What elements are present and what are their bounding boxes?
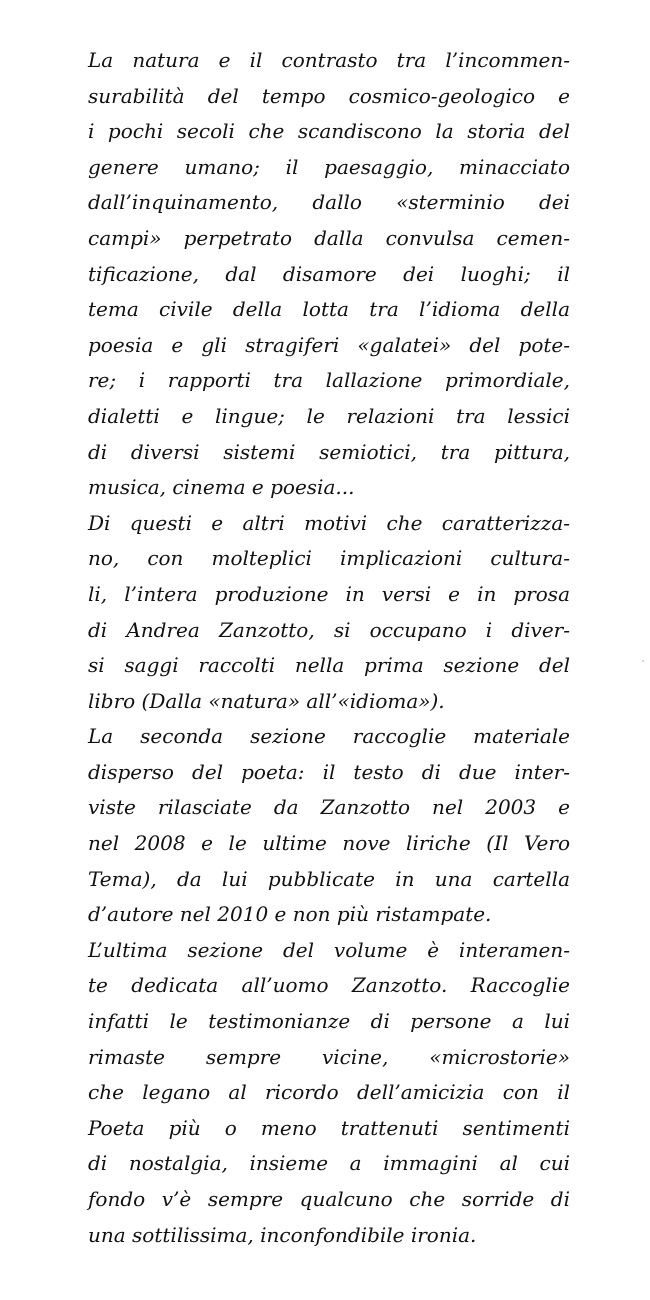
text-line: no, con molteplici implicazioni cultura- [88,546,570,571]
text-line: di nostalgia, insieme a immagini al cui [88,1151,570,1176]
text-line: li, l’intera produzione in versi e in prosa [88,581,570,606]
text-line: La natura e il contrasto tra l’incommen- [88,48,570,72]
text-line: rimaste sempre vicine, «microstorie» [88,1044,570,1069]
text-line: di diversi sistemi semiotici, tra pittura, [88,439,570,464]
text-line: disperso del poeta: il testo di due inter- [88,759,570,784]
text-line: fondo v’è sempre qualcuno che sorride di [88,1187,570,1211]
text-line: che legano al ricordo dell’amicizia con il [88,1080,570,1105]
text-line: tema civile della lotta tra l’idioma della [88,297,570,322]
text-line: L’ultima sezione del volume è interamen- [88,937,570,962]
text-line: re; i rapporti tra lallazione primordiale, [88,368,570,393]
text-line: dialetti e lingue; le relazioni tra lessici [88,403,570,428]
text-line: d’autore nel 2010 e non più ristampate. [88,902,492,927]
text-line: campi» perpetrato dalla convulsa cemen- [88,225,570,250]
text-line: si saggi raccolti nella prima sezione del [88,653,570,678]
text-line: libro (Dalla «natura» all’«idioma»). [88,688,445,713]
text-line: La seconda sezione raccoglie materiale [88,724,570,749]
scan-speck [642,660,644,662]
text-line: Tema), da lui pubblicate in una cartella [88,866,570,891]
text-line: Poeta più o meno trattenuti sentimenti [88,1115,570,1140]
text-line: infatti le testimonianze di persone a lui [88,1009,570,1034]
text-line: una sottilissima, inconfondibile ironia. [88,1222,477,1247]
body-text [88,43,570,1253]
text-line: surabilità del tempo cosmico-geologico e [88,83,570,108]
text-line: tificazione, dal disamore dei luoghi; il [88,261,570,286]
text-line: dall’inquinamento, dallo «sterminio dei [88,190,570,215]
text-line: genere umano; il paesaggio, minacciato [88,154,570,179]
text-line: poesia e gli stragiferi «galatei» del pote- [88,332,570,357]
text-line: musica, cinema e poesia... [88,475,355,500]
text-line: di Andrea Zanzotto, si occupano i diver- [88,617,570,642]
text-line: i pochi secoli che scandiscono la storia del [88,119,570,144]
text-line: te dedicata all’uomo Zanzotto. Raccoglie [88,973,570,998]
text-line: nel 2008 e le ultime nove liriche (Il Vero [88,831,570,856]
text-line: viste rilasciate da Zanzotto nel 2003 e [88,795,570,820]
text-line: Di questi e altri motivi che caratterizza- [88,510,570,535]
